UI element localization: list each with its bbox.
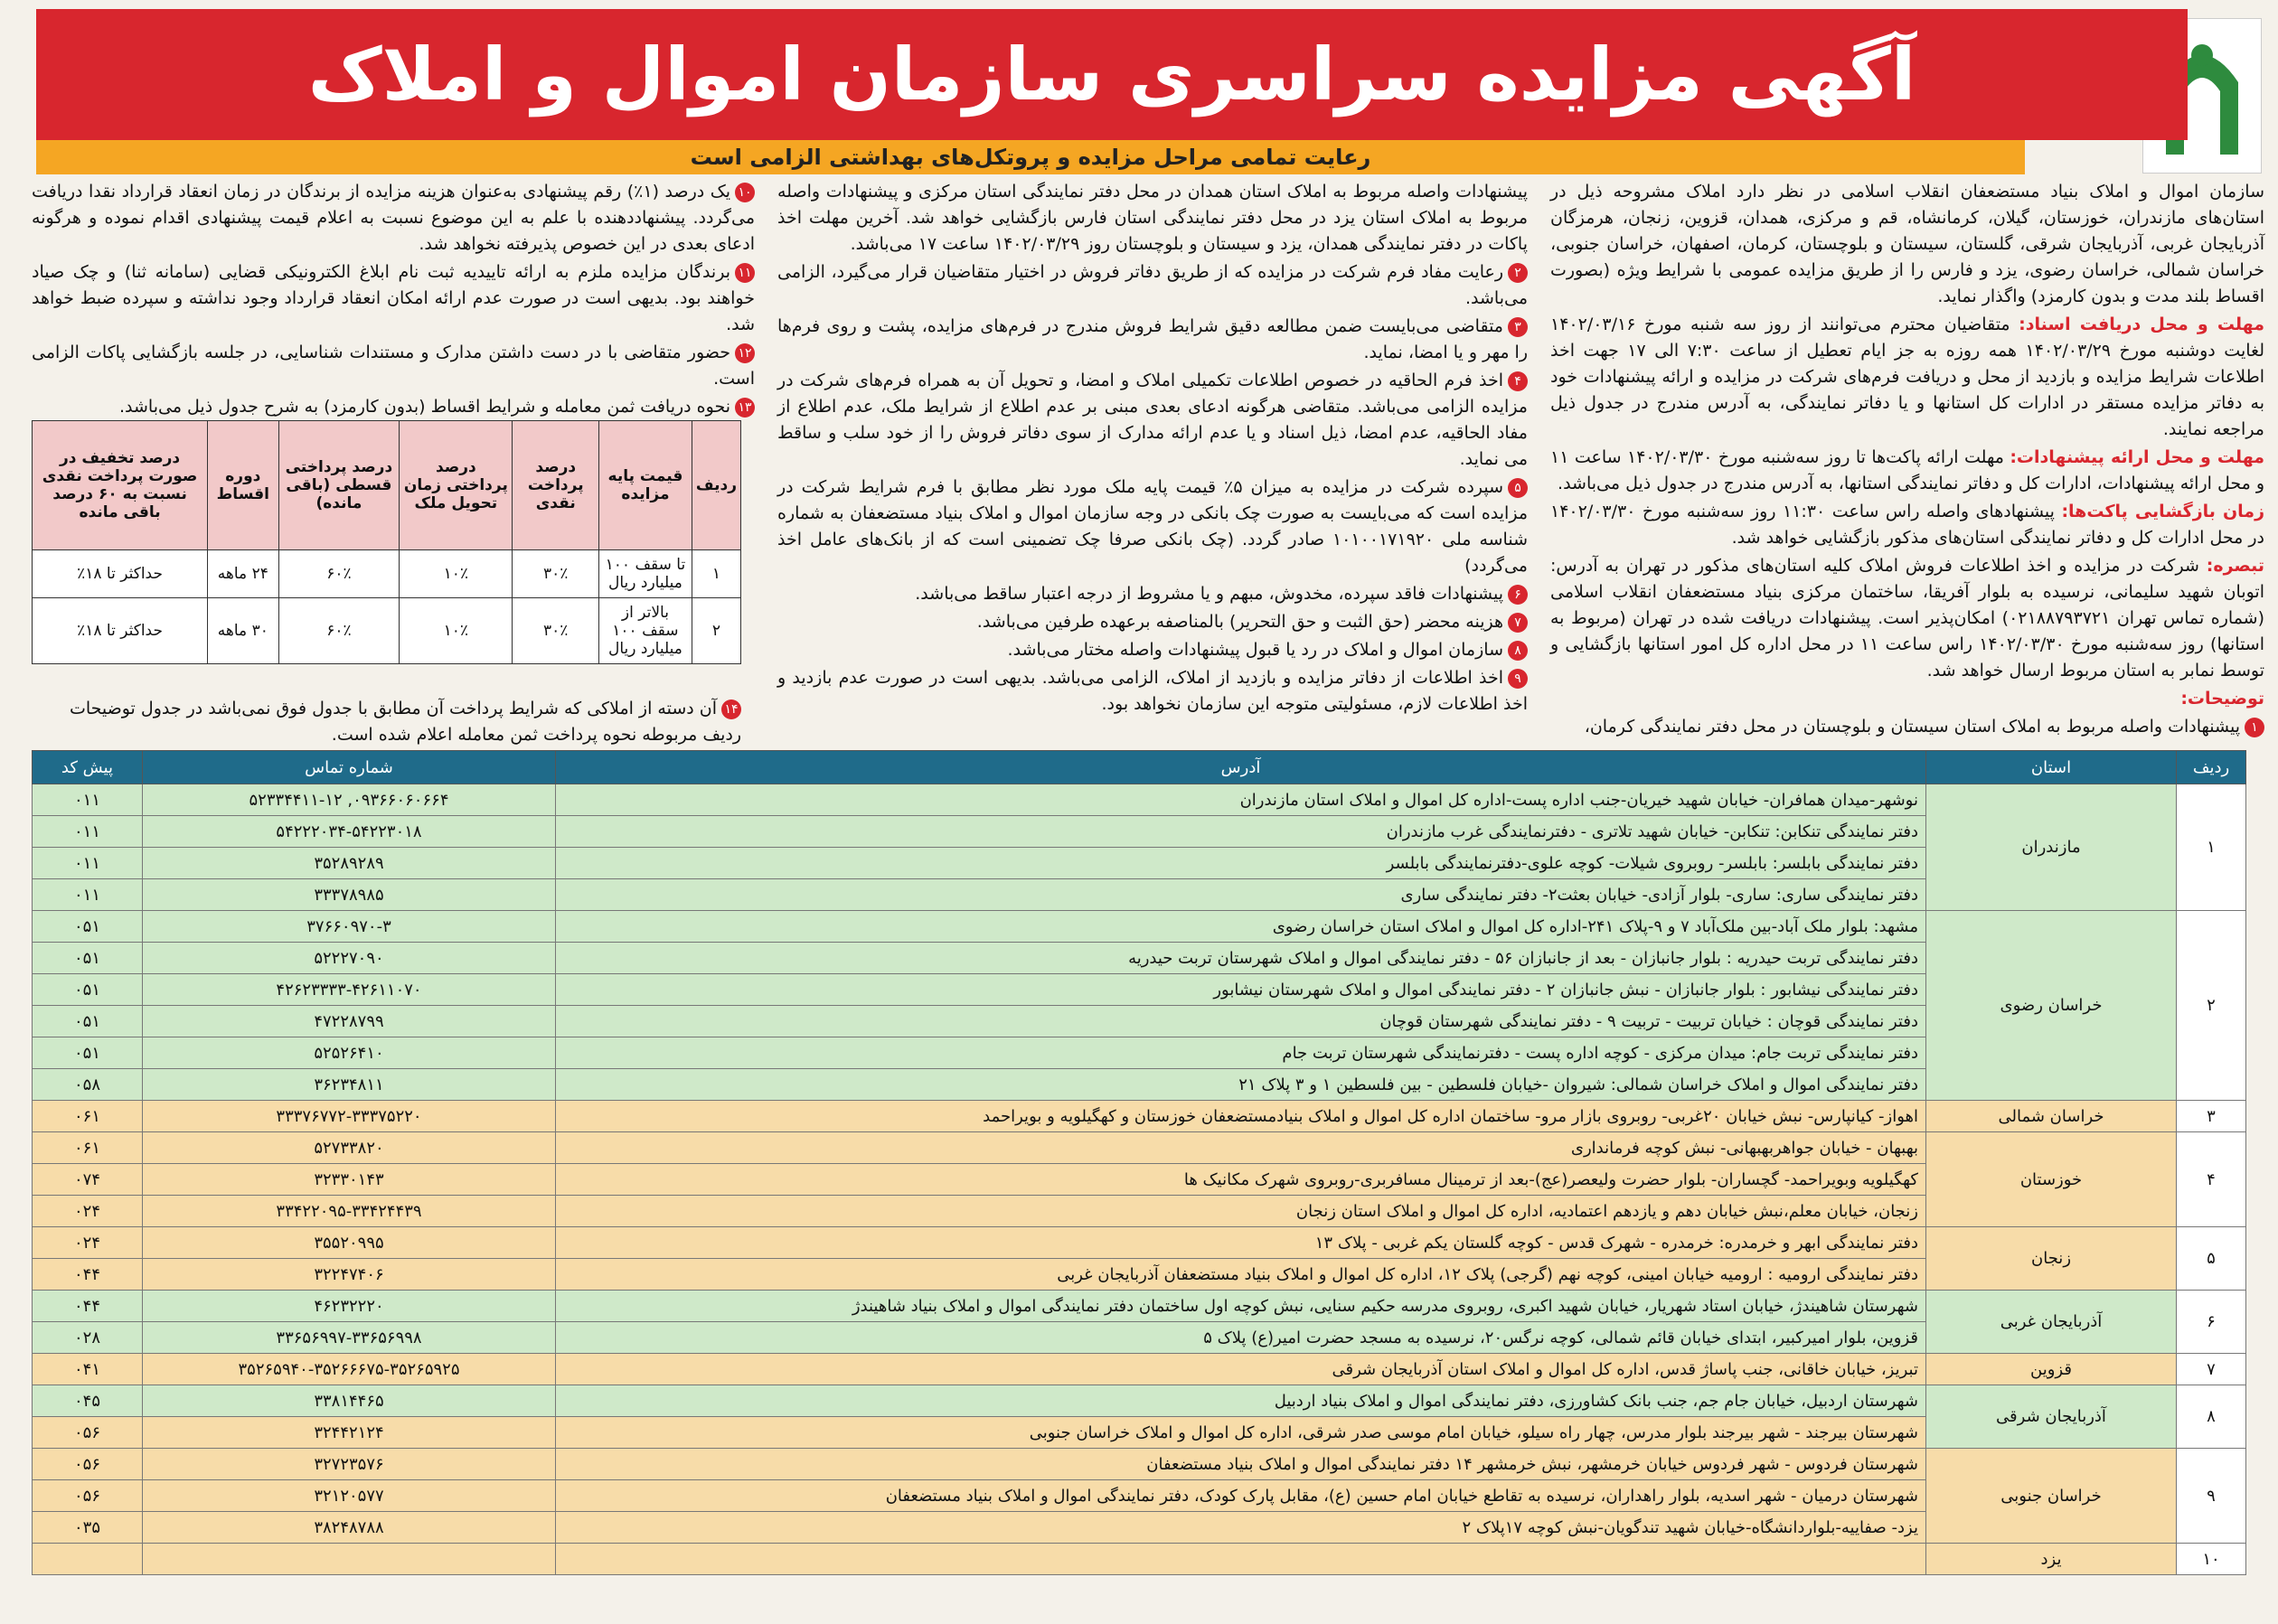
expl-item-4: اخذ فرم الحاقیه در خصوص اطلاعات تکمیلی املاک و امضا، و تحویل آن به همراه فرم‌های شرکت در مزایده الزامی می‌باشد. متقاضی هرگونه ادعای بعدی مبنی بر عدم اطلاع از شرایط ملک، عدم اطلاع از مفاد الحاقیه، عدم امضا، ذیل اسناد و یا عدم ارائه مدارک از سوی دفاتر فروش را از خود سلب و ساقط می نماید. <box>777 371 1528 469</box>
bullet-number-icon: ۱۰ <box>735 183 755 202</box>
bullet-number-icon: ۱۳ <box>735 398 755 418</box>
area-code: ۰۶۱ <box>33 1132 143 1164</box>
table-row <box>33 911 2246 943</box>
bullet-number-icon: ۱ <box>2245 718 2264 737</box>
table-row <box>33 943 2246 974</box>
phone-number: ۵۲۳۳۴۴۱۱-۱۲ ,۰۹۳۶۶۰۶۰۶۶۴ <box>143 784 556 816</box>
row-number: ۸ <box>2177 1385 2246 1449</box>
row-number: ۹ <box>2177 1449 2246 1544</box>
phone-number: ۳۲۷۲۳۵۷۶ <box>143 1449 556 1480</box>
area-code: ۰۵۶ <box>33 1449 143 1480</box>
installment-cell: ۳۰ ماهه <box>208 598 278 664</box>
column-2 <box>777 179 1528 757</box>
province-name: خوزستان <box>1926 1132 2177 1227</box>
bullet-number-icon: ۱۱ <box>735 263 755 283</box>
expl-item-12: حضور متقاضی با در دست داشتن مدارک و مستندات شناسایی، در جلسه بازگشایی پاکات الزامی است. <box>32 343 755 389</box>
area-code: ۰۱۱ <box>33 879 143 911</box>
office-address: دفتر نمایندگی اموال و املاک خراسان شمالی: شیروان -خیابان فلسطین - بین فلسطین ۱ و ۳ پلاک ۲۱ <box>556 1069 1926 1101</box>
office-address: تبریز، خیابان خاقانی، جنب پاساژ قدس، اداره کل اموال و املاک استان آذربایجان شرقی <box>556 1354 1926 1385</box>
office-address: مشهد: بلوار ملک آباد-بین ملک‌آباد ۷ و ۹-پلاک ۲۴۱-اداره کل اموال و املاک استان خراسان رضوی <box>556 911 1926 943</box>
area-code: ۰۱۱ <box>33 848 143 879</box>
phone-number: ۴۷۲۲۸۷۹۹ <box>143 1006 556 1037</box>
phone-number: ۳۳۳۷۸۹۸۵ <box>143 879 556 911</box>
installment-cell: بالاتر از سقف ۱۰۰ میلیارد ریال <box>599 598 692 664</box>
area-code: ۰۵۱ <box>33 1037 143 1069</box>
offer-text: مهلت ارائه پاکت‌ها تا روز سه‌شنبه مورخ ۱۴۰۲/۰۳/۳۰ ساعت ۱۱ و محل ارائه پیشنهادات، ادارات کل و دفاتر نمایندگی استانها، به آدرس مندرج در جدول ذیل می‌باشد. <box>1550 447 2264 493</box>
installment-row <box>33 550 741 598</box>
table-row <box>33 1480 2246 1512</box>
phone-number: ۴۲۶۲۳۳۳۳-۴۲۶۱۱۰۷۰ <box>143 974 556 1006</box>
office-address: اهواز- کیانپارس- نبش خیابان ۲۰غربی- روبروی بازار مرو- ساختمان اداره کل اموال و املاک بنیادمستضعفان خوزستان و کهگیلویه و بویراحمد <box>556 1101 1926 1132</box>
table-row <box>33 1006 2246 1037</box>
row-number: ۳ <box>2177 1101 2246 1132</box>
offices-header: استان <box>1926 751 2177 784</box>
offices-header: شماره تماس <box>143 751 556 784</box>
phone-number: ۳۵۵۲۰۹۹۵ <box>143 1227 556 1259</box>
office-address: شهرستان اردبیل، خیابان جام جم، جنب بانک کشاورزی، دفتر نمایندگی اموال و املاک بنیاد اردبیل <box>556 1385 1926 1417</box>
area-code: ۰۵۱ <box>33 943 143 974</box>
bullet-number-icon: ۷ <box>1508 613 1528 633</box>
expl-item-5: سپرده شرکت در مزایده به میزان ۵٪ قیمت پایه ملک مورد نظر مطابق با فرم شرایط شرکت در مزایده است که می‌بایست به صورت چک بانکی در وجه سازمان اموال و املاک بنیاد مستضعفان به شماره شناسه ملی ۱۰۱۰۰۱۷۱۹۲۰ صادر گردد. (چک بانکی صرفا چک تضمینی است که از بانک‌های عامل اخذ می‌گردد) <box>777 477 1528 576</box>
table-row <box>33 784 2246 816</box>
installment-cell: تا سقف ۱۰۰ میلیارد ریال <box>599 550 692 598</box>
area-code: ۰۷۴ <box>33 1164 143 1196</box>
office-address: دفتر نمایندگی ارومیه : ارومیه خیابان امینی، کوچه نهم (گرجی) پلاک ۱۲، اداره کل اموال و املاک بنیاد مستضعفان آذربایجان غربی <box>556 1259 1926 1291</box>
province-name: آذربایجان غربی <box>1926 1291 2177 1354</box>
installment-header: درصد پرداختی قسطی (باقی مانده) <box>278 421 400 550</box>
expl-item-6: پیشنهادات فاقد سپرده، مخدوش، مبهم و یا مشروط از درجه اعتبار ساقط می‌باشد. <box>915 584 1503 604</box>
installment-header: دوره اقساط <box>208 421 278 550</box>
office-address: دفتر نمایندگی بابلسر: بابلسر- روبروی شیلات- کوچه علوی-دفترنمایندگی بابلسر <box>556 848 1926 879</box>
phone-number: ۳۸۲۴۸۷۸۸ <box>143 1512 556 1544</box>
installment-cell: ۱۰٪ <box>400 550 513 598</box>
area-code: ۰۴۵ <box>33 1385 143 1417</box>
area-code: ۰۲۴ <box>33 1196 143 1227</box>
phone-number: ۵۲۵۲۶۴۱۰ <box>143 1037 556 1069</box>
office-address: دفتر نمایندگی قوچان : خیابان تربیت - تربیت ۹ - دفتر نمایندگی شهرستان قوچان <box>556 1006 1926 1037</box>
area-code: ۰۵۶ <box>33 1480 143 1512</box>
row-number: ۷ <box>2177 1354 2246 1385</box>
row-number: ۱۰ <box>2177 1544 2246 1575</box>
phone-number: ۳۲۱۲۰۵۷۷ <box>143 1480 556 1512</box>
province-name: آذربایجان شرقی <box>1926 1385 2177 1449</box>
installment-header: قیمت پایه مزایده <box>599 421 692 550</box>
phone-number: ۴۶۲۳۲۲۲۰ <box>143 1291 556 1322</box>
installment-cell: ۲۴ ماهه <box>208 550 278 598</box>
bullet-number-icon: ۶ <box>1508 585 1528 605</box>
expl-label: توضیحات: <box>2180 689 2264 709</box>
expl-item-13: نحوه دریافت ثمن معامله و شرایط اقساط (بدون کارمزد) به شرح جدول ذیل می‌باشد. <box>118 397 730 417</box>
table-row <box>33 848 2246 879</box>
doc-label: مهلت و محل دریافت اسناد: <box>2019 314 2264 334</box>
intro-text: سازمان اموال و املاک بنیاد مستضعفان انقلاب اسلامی در نظر دارد املاک مشروحه ذیل در استان‌های مازندران، خوزستان، گیلان، کرمانشاه، قم و مرکزی، همدان، قزوین، زنجان، هرمزگان آذربایجان غربی، آذربایجان شرقی، گلستان، سیستان و بلوچستان، کرمان، اصفهان، خراسان جنوبی، خراسان شمالی، خراسان رضوی، یزد و فارس را از طریق مزایده عمومی با شرایط ویژه (بصورت اقساط بلند مدت و بدون کارمزد) واگذار نماید. <box>1550 182 2264 306</box>
table-row <box>33 1132 2246 1164</box>
phone-number: ۵۲۷۳۳۸۲۰ <box>143 1132 556 1164</box>
bullet-number-icon: ۹ <box>1508 669 1528 689</box>
table-row <box>33 1512 2246 1544</box>
office-address: زنجان، خیابان معلم،نبش خیابان دهم و یازدهم اعتمادیه، اداره کل اموال و املاک استان زنجان <box>556 1196 1926 1227</box>
row-number: ۵ <box>2177 1227 2246 1291</box>
office-address: قزوین، بلوار امیرکبیر، ابتدای خیابان قائم شمالی، کوچه نرگس۲۰، نرسیده به مسجد حضرت امیر(ع) پلاک ۵ <box>556 1322 1926 1354</box>
open-text: پیشنهادهای واصله راس ساعت ۱۱:۳۰ روز سه‌شنبه مورخ ۱۴۰۲/۰۳/۳۰ در محل ادارات کل و دفاتر نمایندگی استان‌های مذکور بازگشایی خواهد شد. <box>1550 502 2264 548</box>
phone-number: ۳۲۴۴۲۱۲۴ <box>143 1417 556 1449</box>
phone-number: ۳۳۳۷۶۷۷۲-۳۳۳۷۵۲۲۰ <box>143 1101 556 1132</box>
province-name: مازندران <box>1926 784 2177 911</box>
office-address: نوشهر-میدان همافران- خیابان شهید خیریان-جنب اداره پست-اداره کل اموال و املاک استان مازندران <box>556 784 1926 816</box>
table-row <box>33 1291 2246 1322</box>
area-code: ۰۴۴ <box>33 1291 143 1322</box>
office-address <box>556 1544 1926 1575</box>
installment-header: درصد پرداختی زمان تحویل ملک <box>400 421 513 550</box>
bullet-number-icon: ۵ <box>1508 478 1528 498</box>
table-row <box>33 1227 2246 1259</box>
phone-number: ۵۲۲۲۷۰۹۰ <box>143 943 556 974</box>
table-row <box>33 1069 2246 1101</box>
office-address: یزد- صفاییه-بلواردانشگاه-خیابان شهید تندگویان-نبش کوچه ۱۷پلاک ۲ <box>556 1512 1926 1544</box>
table-row <box>33 1385 2246 1417</box>
province-name: زنجان <box>1926 1227 2177 1291</box>
expl-item-9: اخذ اطلاعات از دفاتر مزایده و بازدید از املاک، الزامی می‌باشد. بدیهی است در صورت عدم بازدید و اخذ اطلاعات لازم، مسئولیتی متوجه این سازمان نخواهد بود. <box>777 668 1528 714</box>
province-name: قزوین <box>1926 1354 2177 1385</box>
office-address: بهبهان - خیابان جواهربهبهانی- نبش کوچه فرمانداری <box>556 1132 1926 1164</box>
phone-number: ۳۲۳۳۰۱۴۳ <box>143 1164 556 1196</box>
installment-table <box>32 420 741 664</box>
table-row <box>33 1322 2246 1354</box>
installment-cell: حداکثر تا ۱۸٪ <box>33 550 208 598</box>
phone-number: ۳۳۸۱۴۴۶۵ <box>143 1385 556 1417</box>
installment-note <box>32 696 741 748</box>
row-number: ۱ <box>2177 784 2246 911</box>
expl-item-7: هزینه محضر (حق الثبت و حق التحریر) بالمناصفه برعهده طرفین می‌باشد. <box>976 612 1503 632</box>
bullet-number-icon: ۱۲ <box>735 343 755 363</box>
bullet-number-icon: ۲ <box>1508 263 1528 283</box>
offices-header: ردیف <box>2177 751 2246 784</box>
office-address: دفتر نمایندگی تربت حیدریه : بلوار جانبازان - بعد از جانبازان ۵۶ - دفتر نمایندگی اموال و املاک شهرستان تربت حیدریه <box>556 943 1926 974</box>
table-row <box>33 879 2246 911</box>
phone-number: ۳۶۲۳۴۸۱۱ <box>143 1069 556 1101</box>
note-text: شرکت در مزایده و اخذ اطلاعات فروش املاک کلیه استان‌های مذکور در تهران به آدرس: اتوبان شهید سلیمانی، نرسیده به بلوار آفریقا، ساختمان مرکزی بنیاد مستضعفان انقلاب اسلامی (شماره تماس تهران ۰۲۱۸۸۷۹۳۷۲۱) امکان‌پذیر است. پیشنهادات دریافت شده در تهران (مربوط به استانها) روز سه‌شنبه مورخ ۱۴۰۲/۰۳/۳۰ راس ساعت ۱۱ در محل اداره کل امور استانها بازگشایی و توسط نمابر به استان مربوط ارسال خواهد شد. <box>1550 556 2265 681</box>
table-row <box>33 1449 2246 1480</box>
area-code: ۰۴۱ <box>33 1354 143 1385</box>
phone-number <box>143 1544 556 1575</box>
office-address: دفتر نمایندگی تربت جام: میدان مرکزی - کوچه اداره پست - دفترنمایندگی شهرستان تربت جام <box>556 1037 1926 1069</box>
area-code: ۰۴۴ <box>33 1259 143 1291</box>
expl-item-11: برندگان مزایده ملزم به ارائه تاییدیه ثبت نام ابلاغ الکترونیکی قضایی (سامانه ثنا) و چک صیاد خواهند بود. بدیهی است در صورت عدم ارائه امکان انعقاد قرارداد وجود نداشته و سپرده ضبط خواهد شد. <box>32 262 755 334</box>
table-row <box>33 1544 2246 1575</box>
installment-header: درصد پرداخت نقدی <box>513 421 599 550</box>
expl-item-8: سازمان اموال و املاک در رد یا قبول پیشنهادات واصله مختار می‌باشد. <box>1007 640 1503 660</box>
expl-item-2: رعایت مفاد فرم شرکت در مزایده که از طریق دفاتر فروش در اختیار متقاضیان قرار می‌گیرد، الزامی می‌باشد. <box>777 262 1528 308</box>
offer-label: مهلت و محل ارائه پیشنهادات: <box>2010 447 2264 467</box>
province-name: خراسان جنوبی <box>1926 1449 2177 1544</box>
table-row <box>33 974 2246 1006</box>
phone-number: ۳۵۲۶۵۹۴۰-۳۵۲۶۶۶۷۵-۳۵۲۶۵۹۲۵ <box>143 1354 556 1385</box>
province-name: خراسان شمالی <box>1926 1101 2177 1132</box>
installment-cell: ۲ <box>692 598 740 664</box>
area-code: ۰۵۱ <box>33 911 143 943</box>
bullet-number-icon: ۴ <box>1508 371 1528 391</box>
page-subtitle: رعایت تمامی مراحل مزایده و پروتکل‌های بهداشتی الزامی است <box>36 140 2025 174</box>
offices-header: پیش کد <box>33 751 143 784</box>
table-row <box>33 1354 2246 1385</box>
phone-number: ۳۷۶۶۰۹۷۰-۳ <box>143 911 556 943</box>
area-code <box>33 1544 143 1575</box>
expl-item-1: پیشنهادات واصله مربوط به املاک استان سیستان و بلوچستان در محل دفتر نمایندگی کرمان، <box>1584 717 2240 737</box>
office-address: شهرستان درمیان - شهر اسدیه، بلوار راهداران، نرسیده به تقاطع خیابان امام حسین (ع)، مقابل پارک کودک، دفتر نمایندگی اموال و املاک بنیاد مستضعفان <box>556 1480 1926 1512</box>
phone-number: ۵۴۲۲۲۰۳۴-۵۴۲۲۳۰۱۸ <box>143 816 556 848</box>
province-name: یزد <box>1926 1544 2177 1575</box>
table-row <box>33 1196 2246 1227</box>
offices-table <box>32 750 2246 1575</box>
row-number: ۲ <box>2177 911 2246 1101</box>
table-row <box>33 1101 2246 1132</box>
table-row <box>33 1164 2246 1196</box>
office-address: شهرستان بیرجند - شهر بیرجند بلوار مدرس، چهار راه سیلو، خیابان امام موسی صدر شرقی، اداره کل اموال و املاک خراسان جنوبی <box>556 1417 1926 1449</box>
office-address: دفتر نمایندگی ساری: ساری- بلوار آزادی- خیابان بعثت۲- دفتر نمایندگی ساری <box>556 879 1926 911</box>
installment-cell: ۳۰٪ <box>513 598 599 664</box>
installment-cell: ۱ <box>692 550 740 598</box>
bullet-number-icon: ۱۴ <box>721 699 741 719</box>
office-address: دفتر نمایندگی تنکابن: تنکابن- خیابان شهید تلاتری - دفترنمایندگی غرب مازندران <box>556 816 1926 848</box>
bullet-number-icon: ۸ <box>1508 641 1528 661</box>
area-code: ۰۳۵ <box>33 1512 143 1544</box>
installment-header: ردیف <box>692 421 740 550</box>
expl-item-3: متقاضی می‌بایست ضمن مطالعه دقیق شرایط فروش مندرج در فرم‌های مزایده، پشت و روی فرم‌ها را مهر و یا امضا، نماید. <box>777 316 1528 362</box>
note-label: تبصره: <box>2206 556 2264 576</box>
expl-item-14: آن دسته از املاکی که شرایط پرداخت آن مطابق با جدول فوق نمی‌باشد در جدول توضیحات ردیف مربوطه نحوه پرداخت ثمن معامله اعلام شده است. <box>69 699 741 745</box>
expl-item-10: یک درصد (۱٪) رقم پیشنهادی به‌عنوان هزینه مزایده از برندگان در زمان انعقاد قرارداد نقدا دریافت می‌گردد. پیشنهاددهنده با علم به این موضوع نسبت به اعلام قیمت پیشنهادی اقدام نموده و هرگونه ادعای بعدی در این خصوص پذیرفته نخواهد شد. <box>32 182 755 254</box>
row-number: ۶ <box>2177 1291 2246 1354</box>
offices-header: آدرس <box>556 751 1926 784</box>
area-code: ۰۵۸ <box>33 1069 143 1101</box>
office-address: دفتر نمایندگی ابهر و خرمدره: خرمدره - شهرک قدس - کوچه گلستان یکم غربی - پلاک ۱۳ <box>556 1227 1926 1259</box>
office-address: کهگیلویه وبویراحمد- گچساران- بلوار حضرت ولیعصر(عج)-بعد از ترمینال مسافربری-روبروی شهرک مکانیک ها <box>556 1164 1926 1196</box>
installment-cell: ۶۰٪ <box>278 550 400 598</box>
phone-number: ۳۳۶۵۶۹۹۷-۳۳۶۵۶۹۹۸ <box>143 1322 556 1354</box>
table-row <box>33 1417 2246 1449</box>
area-code: ۰۲۴ <box>33 1227 143 1259</box>
table-row <box>33 1259 2246 1291</box>
installment-cell: ۱۰٪ <box>400 598 513 664</box>
office-address: شهرستان شاهیندژ، خیابان استاد شهریار، خیابان شهید اکبری، روبروی مدرسه حکیم سنایی، نبش کوچه اول ساختمان دفتر نمایندگی اموال و املاک بنیاد شاهیندژ <box>556 1291 1926 1322</box>
area-code: ۰۵۱ <box>33 974 143 1006</box>
installment-cell: ۶۰٪ <box>278 598 400 664</box>
office-address: شهرستان فردوس - شهر فردوس خیابان خرمشهر، نبش خرمشهر ۱۴ دفتر نمایندگی اموال و املاک بنیاد مستضعفان <box>556 1449 1926 1480</box>
phone-number: ۳۵۲۸۹۲۸۹ <box>143 848 556 879</box>
phone-number: ۳۲۲۴۷۴۰۶ <box>143 1259 556 1291</box>
doc-text: متقاضیان محترم می‌توانند از روز سه شنبه مورخ ۱۴۰۲/۰۳/۱۶ لغایت دوشنبه مورخ ۱۴۰۲/۰۳/۲۹ همه روزه به جز ایام تعطیل از ساعت ۷:۳۰ الی ۱۷ جهت اخذ اطلاعات شرایط مزایده و بازدید از محل و دریافت فرم‌های شرکت در مزایده و ارائه پیشنهادات خود به دفاتر مزایده مستقر در ادارات کل استانها و یا دفاتر نمایندگی، به آدرس مندرج در جدول ذیل مراجعه نمایند. <box>1550 314 2264 439</box>
area-code: ۰۵۶ <box>33 1417 143 1449</box>
area-code: ۰۶۱ <box>33 1101 143 1132</box>
area-code: ۰۱۱ <box>33 816 143 848</box>
table-row <box>33 816 2246 848</box>
installment-row <box>33 598 741 664</box>
installment-cell: حداکثر تا ۱۸٪ <box>33 598 208 664</box>
installment-header: درصد تخفیف در صورت پرداخت نقدی نسبت به ۶۰ درصد باقی مانده <box>33 421 208 550</box>
area-code: ۰۱۱ <box>33 784 143 816</box>
page-title: آگهی مزایده سراسری سازمان اموال و املاک <box>36 9 2188 140</box>
installment-cell: ۳۰٪ <box>513 550 599 598</box>
office-address: دفتر نمایندگی نیشابور : بلوار جانبازان - نبش جانبازان ۲ - دفتر نمایندگی اموال و املاک شهرستان نیشابور <box>556 974 1926 1006</box>
table-row <box>33 1037 2246 1069</box>
open-label: زمان بازگشایی پاکت‌ها: <box>2061 502 2265 521</box>
province-name: خراسان رضوی <box>1926 911 2177 1101</box>
column-1 <box>1550 179 2264 757</box>
area-code: ۰۲۸ <box>33 1322 143 1354</box>
area-code: ۰۵۱ <box>33 1006 143 1037</box>
expl-item-1-cont: پیشنهادات واصله مربوط به املاک استان همدان در محل دفتر نمایندگی استان مرکزی و پیشنهادات واصله مربوط به املاک استان یزد در محل دفتر نمایندگی استان فارس بازگشایی خواهد شد. آخرین مهلت اخذ پاکات در دفتر نمایندگی همدان، یزد و سیستان و بلوچستان روز ۱۴۰۲/۰۳/۲۹ ساعت ۱۷ می‌باشد. <box>777 182 1528 254</box>
row-number: ۴ <box>2177 1132 2246 1227</box>
phone-number: ۳۳۴۲۲۰۹۵-۳۳۴۲۴۴۳۹ <box>143 1196 556 1227</box>
bullet-number-icon: ۳ <box>1508 317 1528 337</box>
